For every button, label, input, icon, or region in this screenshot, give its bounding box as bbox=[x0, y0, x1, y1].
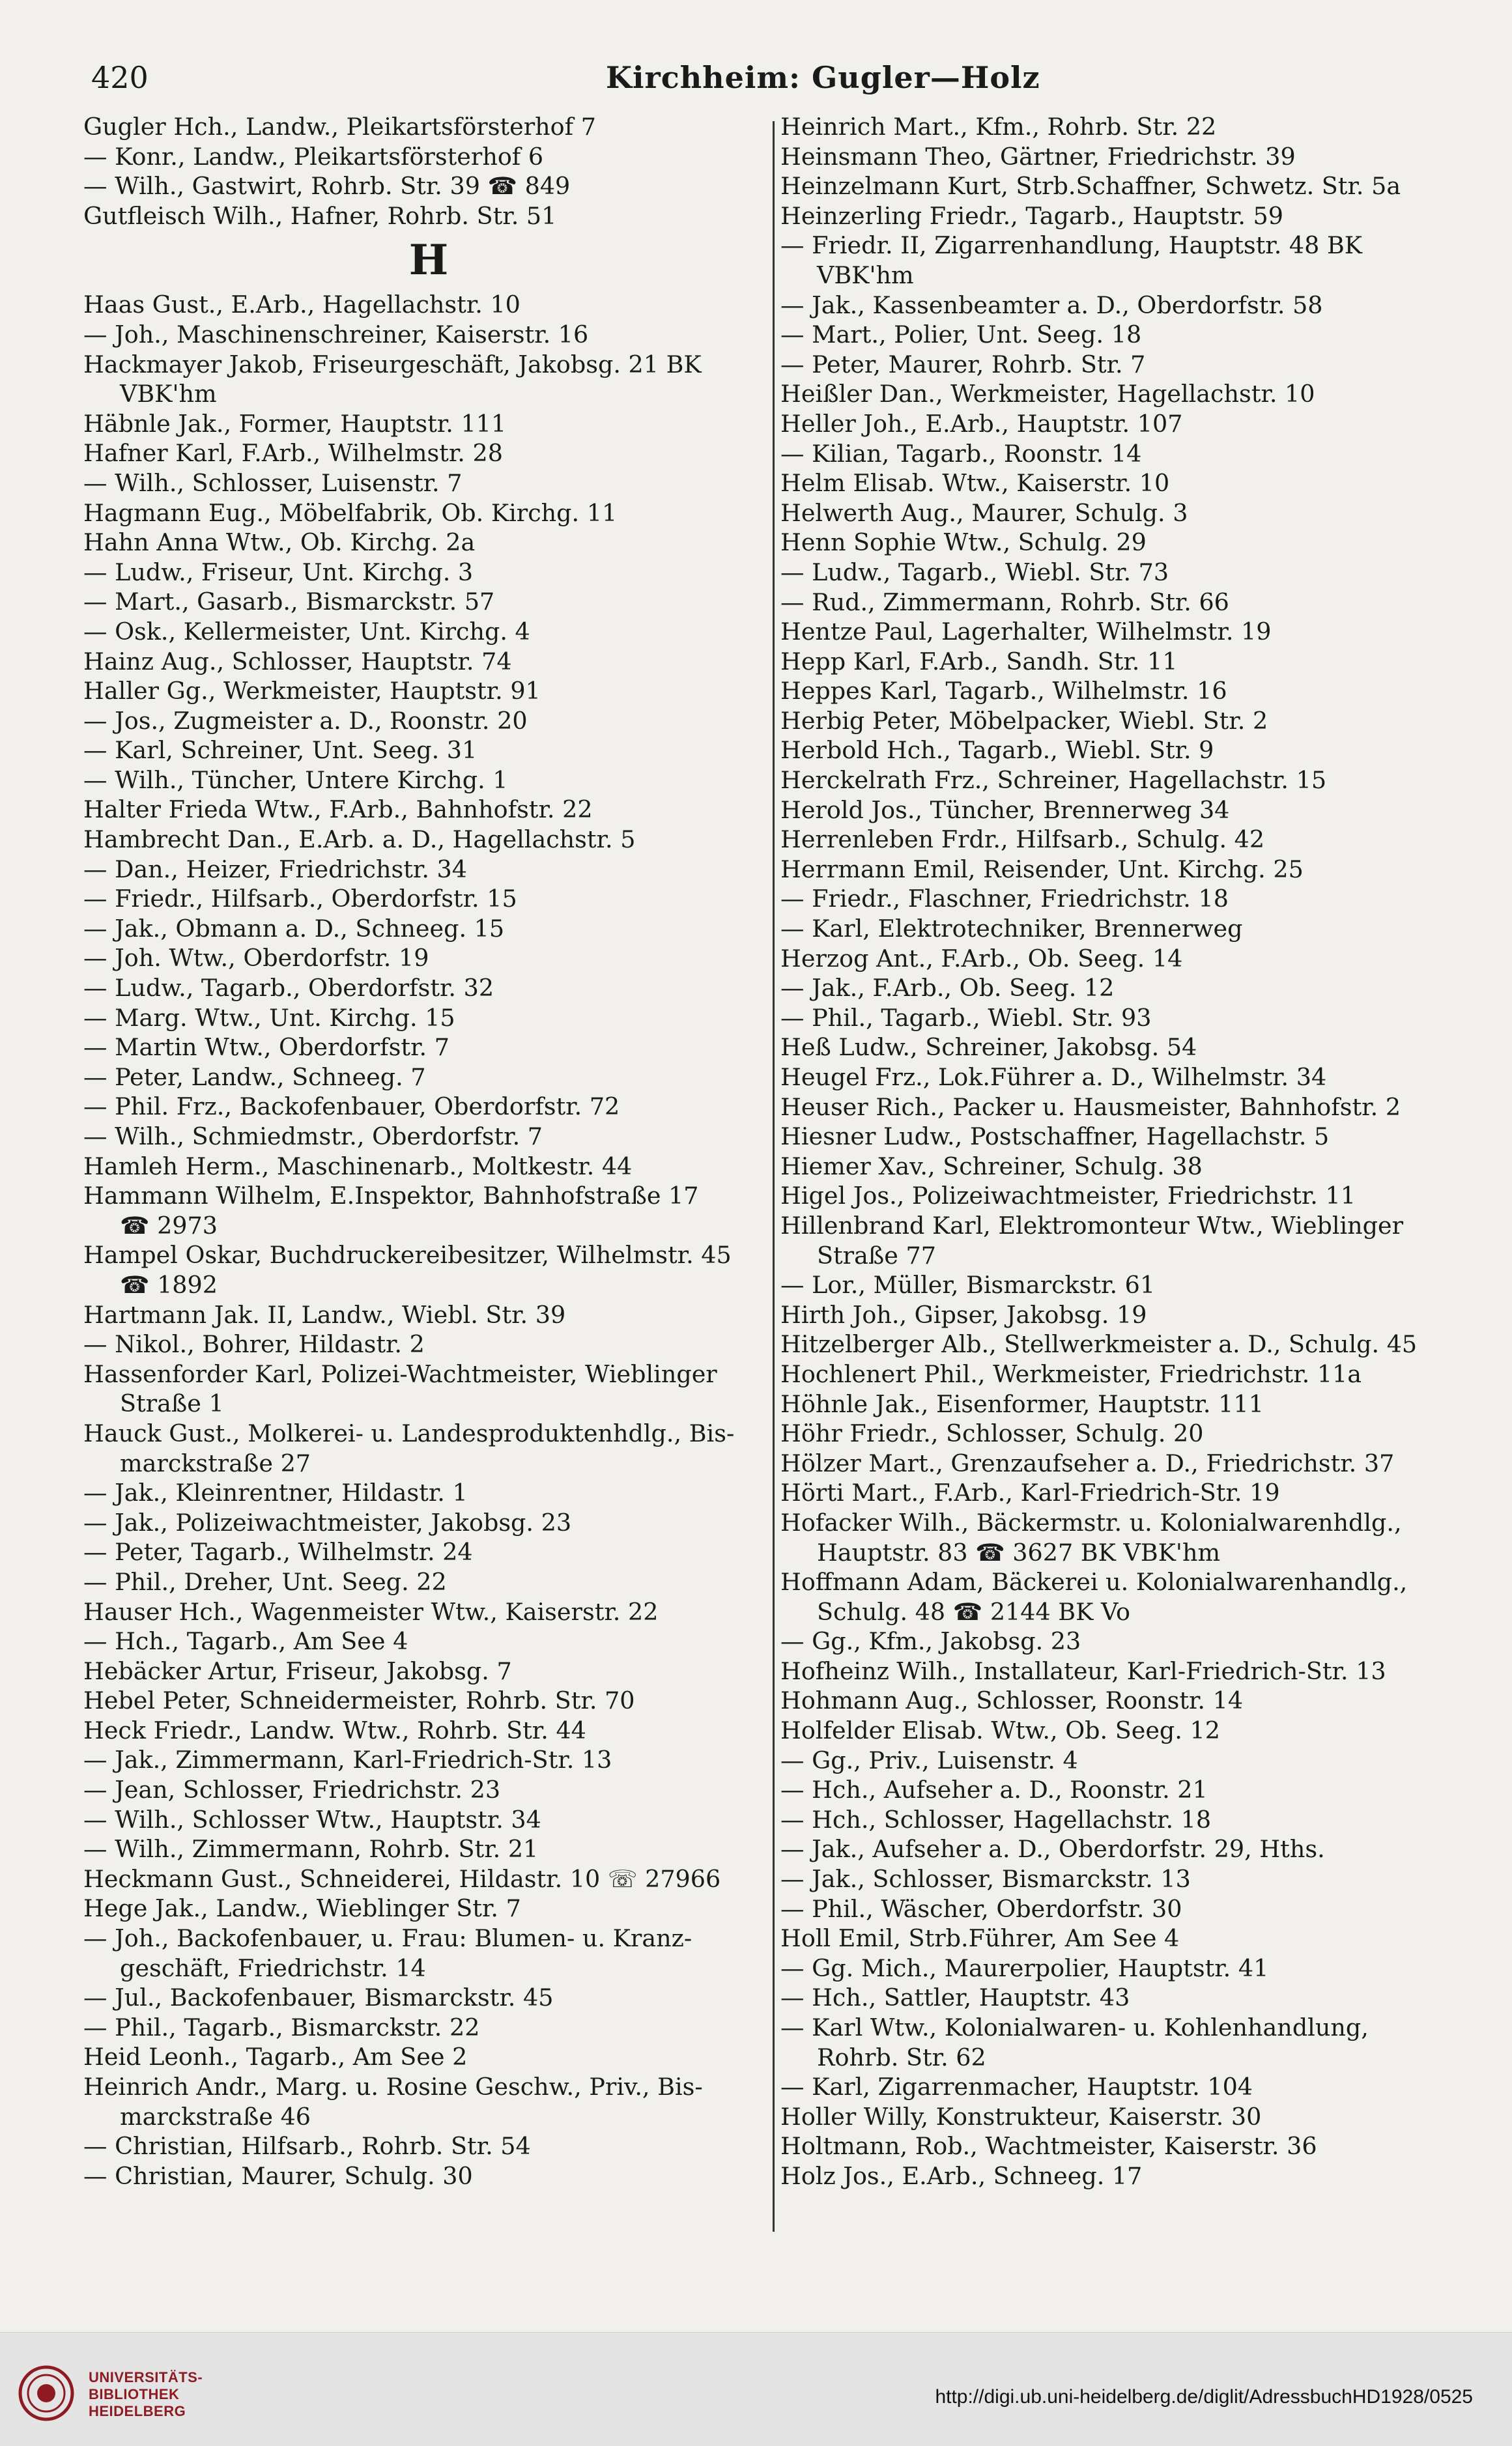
directory-entry: Hentze Paul, Lagerhalter, Wilhelmstr. 19 bbox=[780, 618, 1272, 646]
directory-entry: Hamleh Herm., Maschinenarb., Moltkestr. 44 bbox=[83, 1152, 633, 1180]
directory-entry: Hofacker Wilh., Bäckermstr. u. Kolonialwarenhdlg., bbox=[780, 1508, 1402, 1537]
directory-entry: Hackmayer Jakob, Friseurgeschäft, Jakobsg. 21 BK bbox=[83, 350, 702, 378]
footer-bar bbox=[0, 2332, 1512, 2446]
directory-entry: — Joh., Maschinenschreiner, Kaiserstr. 16 bbox=[83, 320, 589, 348]
directory-entry: Holler Willy, Konstrukteur, Kaiserstr. 30 bbox=[780, 2102, 1262, 2131]
directory-entry: — Friedr., Flaschner, Friedrichstr. 18 bbox=[780, 885, 1229, 913]
directory-entry: Herzog Ant., F.Arb., Ob. Seeg. 14 bbox=[780, 944, 1183, 973]
logo-line: UNIVERSITÄTS- bbox=[89, 2369, 203, 2385]
directory-entry: Heß Ludw., Schreiner, Jakobsg. 54 bbox=[780, 1033, 1197, 1062]
directory-entry: Higel Jos., Polizeiwachtmeister, Friedrichstr. 11 bbox=[780, 1182, 1356, 1210]
directory-entry: Hoffmann Adam, Bäckerei u. Kolonialwarenhandlg., bbox=[780, 1568, 1408, 1597]
directory-entry: — Kilian, Tagarb., Roonstr. 14 bbox=[780, 439, 1142, 468]
university-seal-icon bbox=[18, 2365, 74, 2421]
directory-entry: — Martin Wtw., Oberdorfstr. 7 bbox=[83, 1033, 449, 1062]
directory-entry: Hiesner Ludw., Postschaffner, Hagellachstr. 5 bbox=[780, 1122, 1330, 1151]
directory-entry: Straße 77 bbox=[817, 1241, 936, 1270]
directory-entry: — Marg. Wtw., Unt. Kirchg. 15 bbox=[83, 1003, 455, 1032]
directory-entry: — Karl, Schreiner, Unt. Seeg. 31 bbox=[83, 736, 478, 765]
directory-entry: Hampel Oskar, Buchdruckereibesitzer, Wilhelmstr. 45 bbox=[83, 1241, 732, 1270]
running-title: Kirchheim: Gugler—Holz bbox=[606, 60, 1040, 95]
directory-entry: — Jak., Kassenbeamter a. D., Oberdorfstr. 58 bbox=[780, 291, 1323, 319]
directory-entry: Schulg. 48 ☎ 2144 BK Vo bbox=[817, 1597, 1130, 1626]
directory-entry: Hiemer Xav., Schreiner, Schulg. 38 bbox=[780, 1152, 1203, 1180]
directory-entry: Heck Friedr., Landw. Wtw., Rohrb. Str. 44 bbox=[83, 1716, 586, 1744]
directory-entry: — Jak., Schlosser, Bismarckstr. 13 bbox=[780, 1865, 1191, 1894]
directory-entry: Hahn Anna Wtw., Ob. Kirchg. 2a bbox=[83, 528, 476, 557]
directory-entry: Herbig Peter, Möbelpacker, Wiebl. Str. 2 bbox=[780, 706, 1268, 735]
library-logo-text bbox=[89, 2369, 203, 2420]
directory-entry: marckstraße 46 bbox=[120, 2102, 311, 2131]
section-letter: H bbox=[408, 236, 449, 285]
directory-entry: ☎ 1892 bbox=[120, 1270, 218, 1299]
directory-entry: Heinrich Mart., Kfm., Rohrb. Str. 22 bbox=[780, 113, 1217, 141]
directory-entry: — Wilh., Schmiedmstr., Oberdorfstr. 7 bbox=[83, 1122, 543, 1150]
directory-entry: VBK'hm bbox=[120, 380, 217, 408]
directory-entry: Hebäcker Artur, Friseur, Jakobsg. 7 bbox=[83, 1657, 512, 1685]
directory-entry: — Jean, Schlosser, Friedrichstr. 23 bbox=[83, 1776, 501, 1804]
directory-entry: geschäft, Friedrichstr. 14 bbox=[120, 1954, 426, 1982]
directory-entry: Herrmann Emil, Reisender, Unt. Kirchg. 25 bbox=[780, 855, 1304, 883]
page-number: 420 bbox=[91, 60, 149, 95]
source-url[interactable]: http://digi.ub.uni-heidelberg.de/diglit/AdressbuchHD1928/0525 bbox=[935, 2386, 1473, 2408]
directory-entry: — Wilh., Gastwirt, Rohrb. Str. 39 ☎ 849 bbox=[83, 172, 571, 201]
directory-entry: — Joh. Wtw., Oberdorfstr. 19 bbox=[83, 944, 429, 973]
directory-entry: — Wilh., Tüncher, Untere Kirchg. 1 bbox=[83, 765, 508, 794]
directory-entry: — Jak., Zimmermann, Karl-Friedrich-Str. 13 bbox=[83, 1746, 612, 1774]
directory-entry: Holz Jos., E.Arb., Schneeg. 17 bbox=[780, 2161, 1143, 2190]
directory-entry: — Friedr., Hilfsarb., Oberdorfstr. 15 bbox=[83, 885, 517, 913]
directory-entry: — Hch., Aufseher a. D., Roonstr. 21 bbox=[780, 1776, 1208, 1804]
directory-entry: Heißler Dan., Werkmeister, Hagellachstr. 10 bbox=[780, 380, 1315, 408]
directory-entry: Hauptstr. 83 ☎ 3627 BK VBK'hm bbox=[817, 1538, 1221, 1567]
directory-entry: — Jak., Kleinrentner, Hildastr. 1 bbox=[83, 1479, 468, 1507]
directory-entry: Hartmann Jak. II, Landw., Wiebl. Str. 39 bbox=[83, 1300, 566, 1329]
directory-entry: ☎ 2973 bbox=[120, 1211, 218, 1240]
directory-entry: — Jak., Aufseher a. D., Oberdorfstr. 29, Hths. bbox=[780, 1835, 1325, 1864]
directory-entry: Höhnle Jak., Eisenformer, Hauptstr. 111 bbox=[780, 1389, 1264, 1418]
directory-entry: Hirth Joh., Gipser, Jakobsg. 19 bbox=[780, 1300, 1147, 1329]
directory-entry: — Karl Wtw., Kolonialwaren- u. Kohlenhandlung, bbox=[780, 2013, 1369, 2041]
right-column bbox=[780, 112, 1471, 2191]
directory-entry: — Jak., Polizeiwachtmeister, Jakobsg. 23 bbox=[83, 1508, 572, 1537]
directory-entry: — Phil., Dreher, Unt. Seeg. 22 bbox=[83, 1567, 447, 1596]
directory-entry: Heugel Frz., Lok.Führer a. D., Wilhelmstr. 34 bbox=[780, 1063, 1327, 1091]
directory-entry: Hörti Mart., F.Arb., Karl-Friedrich-Str. 19 bbox=[780, 1479, 1280, 1507]
directory-entry: Hauser Hch., Wagenmeister Wtw., Kaiserstr. 22 bbox=[83, 1597, 659, 1626]
directory-entry: Hainz Aug., Schlosser, Hauptstr. 74 bbox=[83, 647, 512, 675]
directory-entry: — Jul., Backofenbauer, Bismarckstr. 45 bbox=[83, 1984, 554, 2012]
directory-entry: Hagmann Eug., Möbelfabrik, Ob. Kirchg. 11 bbox=[83, 498, 618, 527]
directory-entry: — Ludw., Tagarb., Wiebl. Str. 73 bbox=[780, 558, 1169, 586]
directory-entry: Rohrb. Str. 62 bbox=[817, 2043, 986, 2071]
directory-entry: Henn Sophie Wtw., Schulg. 29 bbox=[780, 528, 1147, 557]
directory-entry: Heid Leonh., Tagarb., Am See 2 bbox=[83, 2043, 468, 2071]
directory-entry: Heinzerling Friedr., Tagarb., Hauptstr. 59 bbox=[780, 201, 1284, 230]
directory-entry: Hepp Karl, F.Arb., Sandh. Str. 11 bbox=[780, 647, 1178, 675]
directory-entry: Helm Elisab. Wtw., Kaiserstr. 10 bbox=[780, 469, 1170, 498]
directory-entry: — Nikol., Bohrer, Hildastr. 2 bbox=[83, 1330, 425, 1359]
directory-entry: Höhr Friedr., Schlosser, Schulg. 20 bbox=[780, 1419, 1204, 1448]
directory-entry: — Peter, Maurer, Rohrb. Str. 7 bbox=[780, 350, 1146, 378]
directory-entry: — Friedr. II, Zigarrenhandlung, Hauptstr. 48 BK bbox=[780, 231, 1363, 260]
directory-entry: — Phil., Tagarb., Bismarckstr. 22 bbox=[83, 2013, 480, 2041]
directory-entry: — Wilh., Schlosser, Luisenstr. 7 bbox=[83, 468, 463, 497]
directory-entry: Herold Jos., Tüncher, Brennerweg 34 bbox=[780, 795, 1230, 824]
directory-entry: Heinsmann Theo, Gärtner, Friedrichstr. 39 bbox=[780, 142, 1296, 171]
directory-entry: Hillenbrand Karl, Elektromonteur Wtw., Wieblinger bbox=[780, 1211, 1404, 1240]
directory-entry: Hochlenert Phil., Werkmeister, Friedrichstr. 11a bbox=[780, 1359, 1362, 1388]
directory-entry: — Jak., F.Arb., Ob. Seeg. 12 bbox=[780, 974, 1115, 1003]
directory-entry: — Hch., Tagarb., Am See 4 bbox=[83, 1627, 408, 1656]
logo-line: HEIDELBERG bbox=[89, 2403, 186, 2419]
directory-entry: — Phil., Tagarb., Wiebl. Str. 93 bbox=[780, 1003, 1152, 1032]
directory-entry: Holfelder Elisab. Wtw., Ob. Seeg. 12 bbox=[780, 1716, 1220, 1745]
directory-entry: Hassenforder Karl, Polizei-Wachtmeister, Wieblinger bbox=[83, 1359, 717, 1388]
directory-entry: — Hch., Schlosser, Hagellachstr. 18 bbox=[780, 1805, 1212, 1834]
directory-entry: Hambrecht Dan., E.Arb. a. D., Hagellachstr. 5 bbox=[83, 825, 636, 854]
directory-entry: VBK'hm bbox=[817, 261, 914, 289]
directory-entry: — Karl, Elektrotechniker, Brennerweg bbox=[780, 915, 1243, 943]
column-divider bbox=[773, 121, 775, 2232]
directory-entry: Hebel Peter, Schneidermeister, Rohrb. Str. 70 bbox=[83, 1686, 635, 1715]
directory-entry: Holl Emil, Strb.Führer, Am See 4 bbox=[780, 1924, 1180, 1953]
directory-entry: Gugler Hch., Landw., Pleikartsförsterhof 7 bbox=[83, 113, 596, 141]
directory-entry: — Lor., Müller, Bismarckstr. 61 bbox=[780, 1271, 1156, 1300]
left-column bbox=[83, 112, 774, 2191]
directory-entry: Hauck Gust., Molkerei- u. Landesproduktenhdlg., Bis- bbox=[83, 1419, 735, 1447]
directory-entry: Hofheinz Wilh., Installateur, Karl-Friedrich-Str. 13 bbox=[780, 1657, 1386, 1685]
directory-entry: — Mart., Gasarb., Bismarckstr. 57 bbox=[83, 588, 495, 616]
directory-entry: marckstraße 27 bbox=[120, 1449, 311, 1477]
directory-entry: — Osk., Kellermeister, Unt. Kirchg. 4 bbox=[83, 617, 530, 646]
directory-entry: Halter Frieda Wtw., F.Arb., Bahnhofstr. 22 bbox=[83, 795, 593, 824]
directory-entry: Heppes Karl, Tagarb., Wilhelmstr. 16 bbox=[780, 677, 1227, 705]
directory-entry: — Gg., Kfm., Jakobsg. 23 bbox=[780, 1627, 1081, 1656]
directory-entry: — Wilh., Schlosser Wtw., Hauptstr. 34 bbox=[83, 1805, 541, 1834]
directory-entry: — Jak., Obmann a. D., Schneeg. 15 bbox=[83, 914, 505, 943]
directory-entry: — Mart., Polier, Unt. Seeg. 18 bbox=[780, 320, 1142, 349]
directory-entry: Häbnle Jak., Former, Hauptstr. 111 bbox=[83, 409, 507, 438]
directory-entry: — Konr., Landw., Pleikartsförsterhof 6 bbox=[83, 142, 544, 171]
directory-entry: Straße 1 bbox=[120, 1389, 224, 1418]
directory-entry: — Gg. Mich., Maurerpolier, Hauptstr. 41 bbox=[780, 1954, 1269, 1982]
directory-entry: Hohmann Aug., Schlosser, Roonstr. 14 bbox=[780, 1686, 1244, 1715]
directory-entry: — Rud., Zimmermann, Rohrb. Str. 66 bbox=[780, 588, 1229, 616]
directory-entry: — Ludw., Tagarb., Oberdorfstr. 32 bbox=[83, 974, 494, 1003]
directory-entry: Holtmann, Rob., Wachtmeister, Kaiserstr. 36 bbox=[780, 2132, 1317, 2161]
directory-entry: Heinzelmann Kurt, Strb.Schaffner, Schwetz. Str. 5a bbox=[780, 172, 1401, 201]
directory-entry: Herrenleben Frdr., Hilfsarb., Schulg. 42 bbox=[780, 825, 1265, 854]
directory-entry: — Peter, Tagarb., Wilhelmstr. 24 bbox=[83, 1538, 473, 1567]
directory-entry: — Wilh., Zimmermann, Rohrb. Str. 21 bbox=[83, 1835, 539, 1864]
directory-entry: — Joh., Backofenbauer, u. Frau: Blumen- u. Kranz- bbox=[83, 1924, 692, 1953]
directory-entry: Hölzer Mart., Grenzaufseher a. D., Friedrichstr. 37 bbox=[780, 1449, 1395, 1477]
directory-entry: Heuser Rich., Packer u. Hausmeister, Bahnhofstr. 2 bbox=[780, 1092, 1401, 1121]
page-header bbox=[91, 60, 1420, 112]
directory-entry: Hitzelberger Alb., Stellwerkmeister a. D., Schulg. 45 bbox=[780, 1330, 1418, 1359]
directory-entry: — Christian, Hilfsarb., Rohrb. Str. 54 bbox=[83, 2132, 531, 2161]
directory-entry: — Gg., Priv., Luisenstr. 4 bbox=[780, 1746, 1078, 1774]
directory-entry: Hege Jak., Landw., Wieblinger Str. 7 bbox=[83, 1894, 521, 1923]
directory-entry: — Jos., Zugmeister a. D., Roonstr. 20 bbox=[83, 706, 528, 735]
directory-entry: Herckelrath Frz., Schreiner, Hagellachstr. 15 bbox=[780, 766, 1327, 795]
directory-entry: Heinrich Andr., Marg. u. Rosine Geschw., Priv., Bis- bbox=[83, 2073, 703, 2101]
directory-entry: Heckmann Gust., Schneiderei, Hildastr. 10 ☏ 27966 bbox=[83, 1864, 721, 1893]
directory-entry: Herbold Hch., Tagarb., Wiebl. Str. 9 bbox=[780, 736, 1214, 765]
directory-entry: — Karl, Zigarrenmacher, Hauptstr. 104 bbox=[780, 2073, 1253, 2101]
directory-entry: — Ludw., Friseur, Unt. Kirchg. 3 bbox=[83, 558, 474, 586]
directory-entry: Haas Gust., E.Arb., Hagellachstr. 10 bbox=[83, 291, 521, 319]
directory-entry: Hafner Karl, F.Arb., Wilhelmstr. 28 bbox=[83, 439, 503, 468]
directory-entry: Helwerth Aug., Maurer, Schulg. 3 bbox=[780, 498, 1188, 527]
directory-entry: — Peter, Landw., Schneeg. 7 bbox=[83, 1062, 426, 1091]
directory-entry: — Dan., Heizer, Friedrichstr. 34 bbox=[83, 855, 467, 883]
directory-entry: Heller Joh., E.Arb., Hauptstr. 107 bbox=[780, 409, 1183, 438]
logo-line: BIBLIOTHEK bbox=[89, 2386, 180, 2402]
directory-entry: — Phil. Frz., Backofenbauer, Oberdorfstr. 72 bbox=[83, 1092, 620, 1121]
directory-entry: — Christian, Maurer, Schulg. 30 bbox=[83, 2161, 473, 2190]
directory-entry: Hammann Wilhelm, E.Inspektor, Bahnhofstraße 17 bbox=[83, 1182, 699, 1210]
directory-entry: Haller Gg., Werkmeister, Hauptstr. 91 bbox=[83, 677, 541, 705]
directory-entry: — Hch., Sattler, Hauptstr. 43 bbox=[780, 1984, 1130, 2012]
directory-entry: Gutfleisch Wilh., Hafner, Rohrb. Str. 51 bbox=[83, 201, 557, 230]
directory-entry: — Phil., Wäscher, Oberdorfstr. 30 bbox=[780, 1894, 1182, 1923]
